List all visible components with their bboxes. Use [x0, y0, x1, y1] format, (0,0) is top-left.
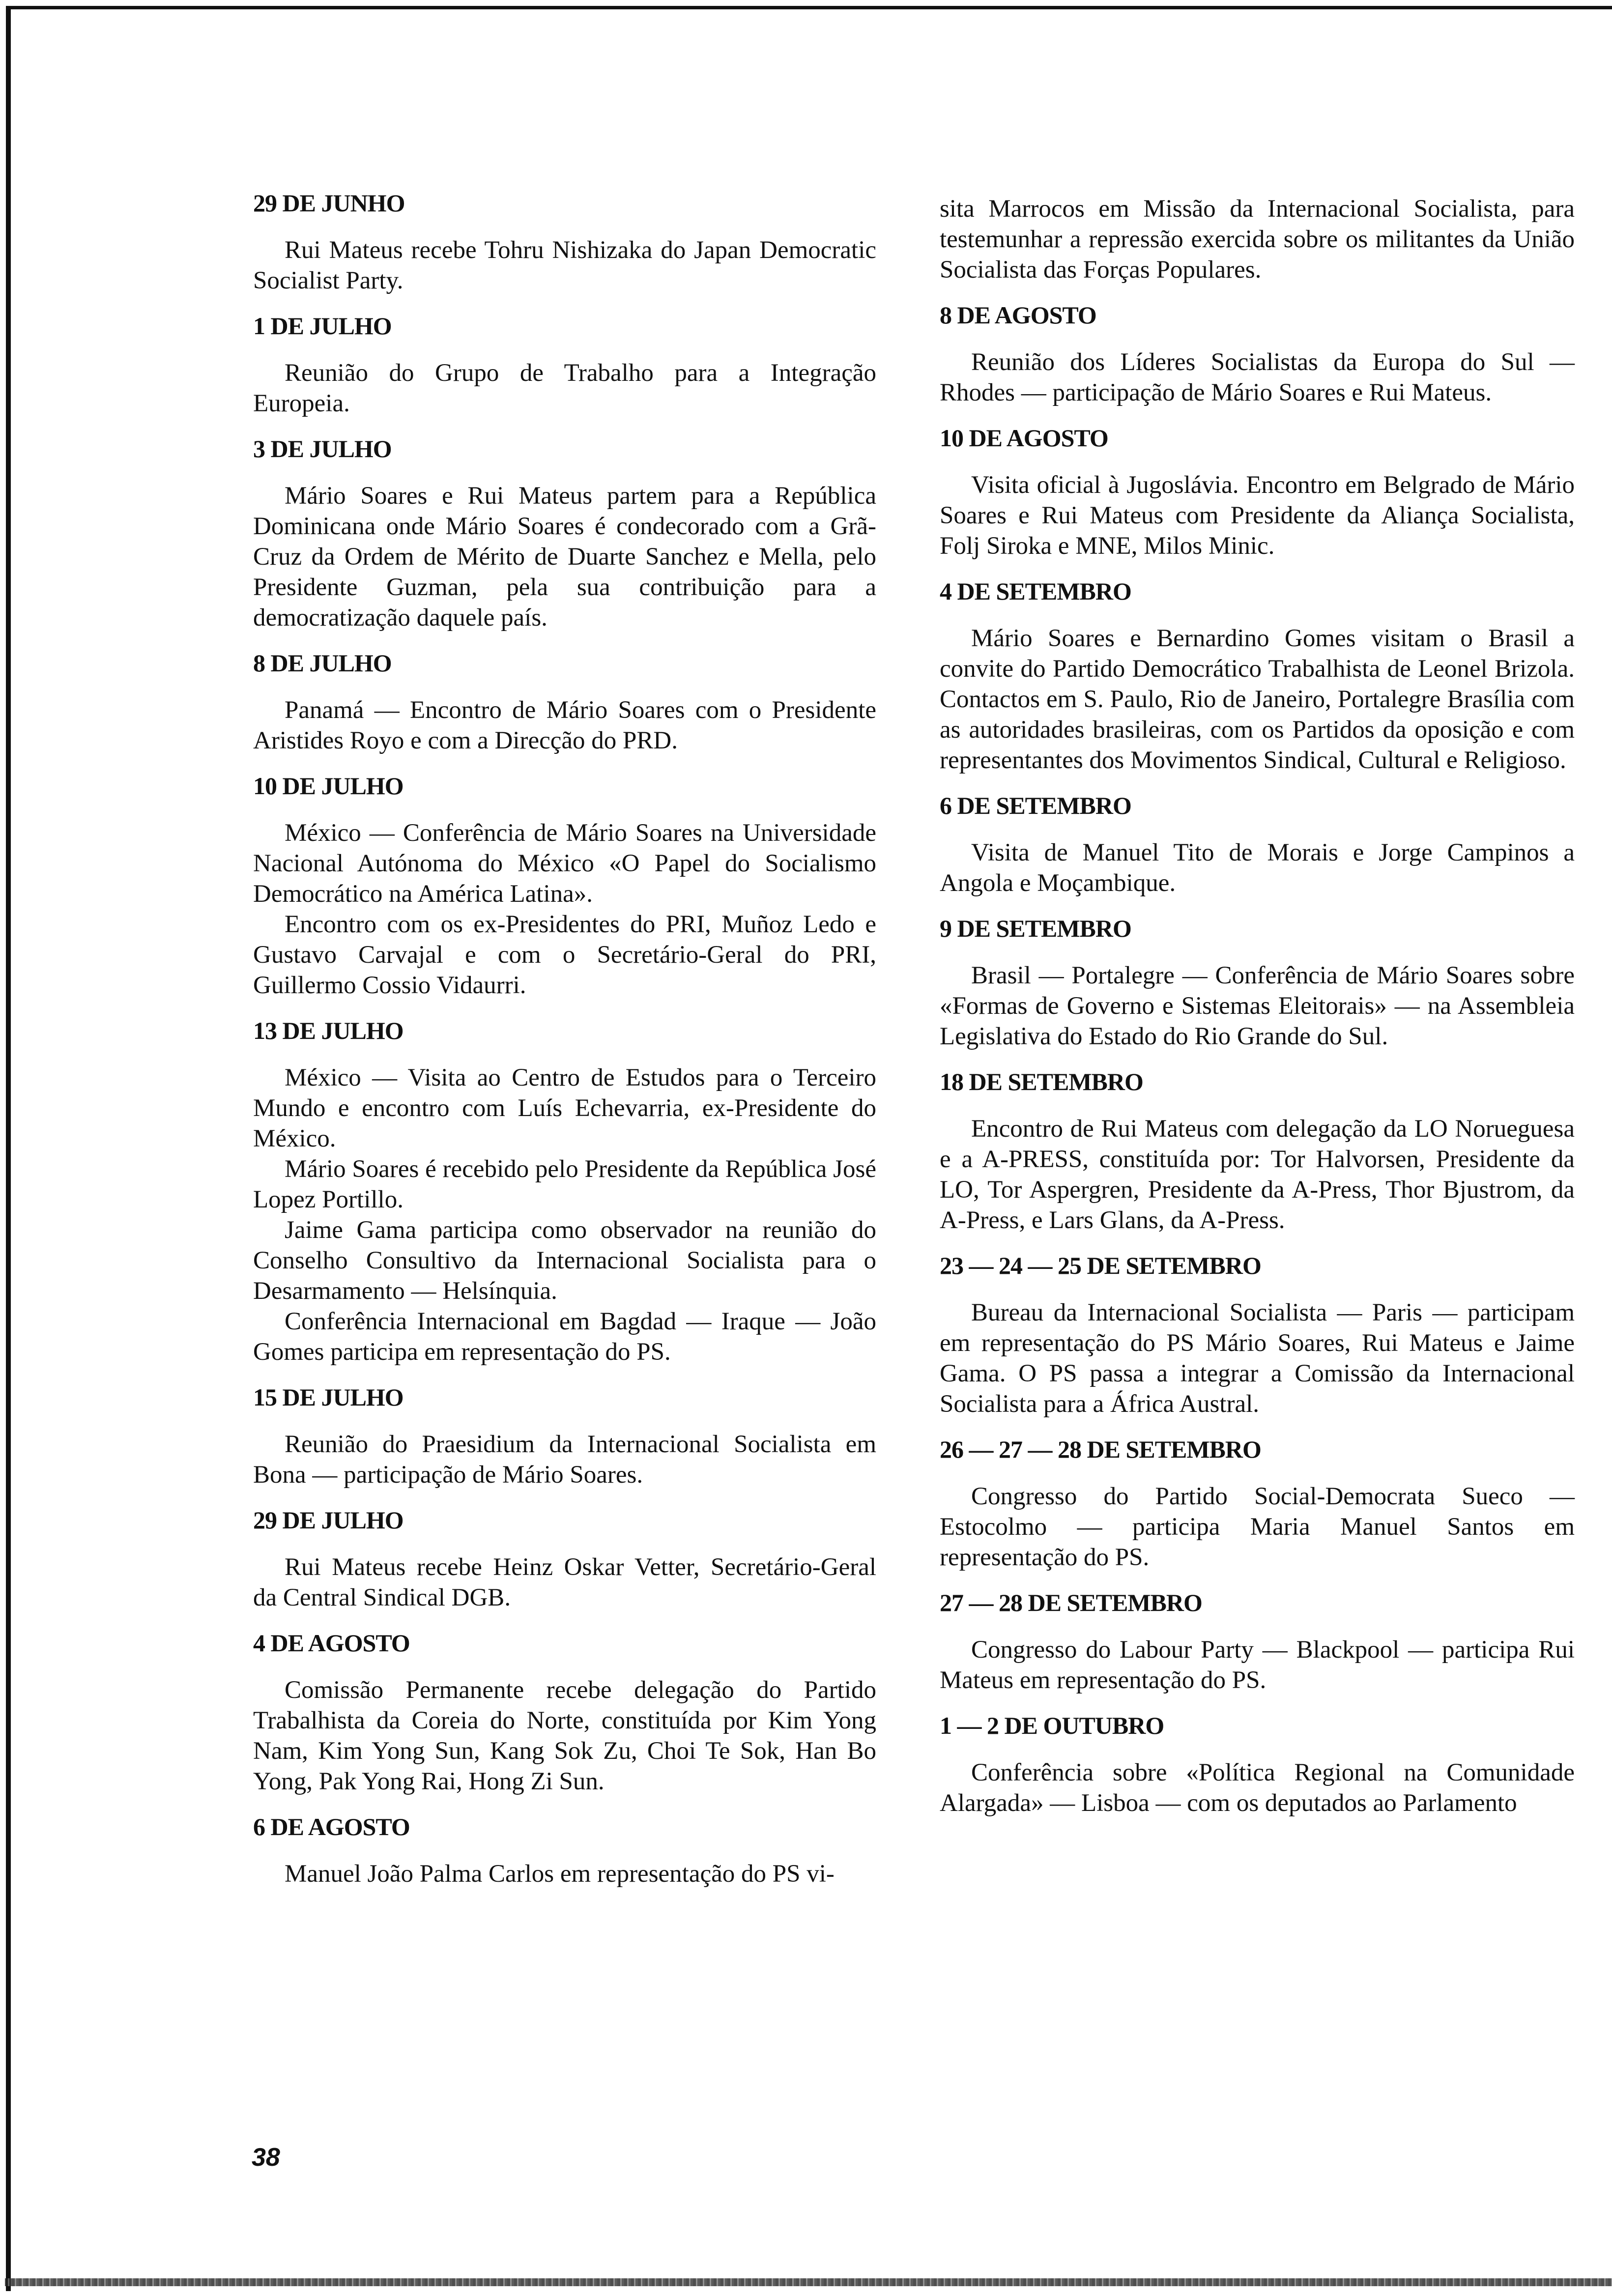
chronology-entry	[940, 913, 1575, 1052]
entry-text: Reunião do Praesidium da Internacional Socialista em Bona — participação de Mário Soares.	[253, 1431, 876, 1489]
chronology-entry	[253, 771, 876, 1001]
entry-date: 29 DE JUNHO	[253, 189, 405, 217]
chronology-entry	[940, 790, 1575, 898]
chronology-entry	[253, 1811, 876, 1889]
entry-date: 18 DE SETEMBRO	[940, 1068, 1143, 1095]
scan-border-top	[6, 6, 1612, 9]
chronology-entry	[940, 1434, 1575, 1573]
entry-date: 15 DE JULHO	[253, 1383, 403, 1411]
entry-text: Bureau da Internacional Socialista — Paris — participam em representação do PS Mário Soares, Rui Mateus e Jaime Gama. O PS passa a integrar a Comissão da Internacional Socialista para a África Austral.	[940, 1299, 1575, 1418]
entry-text: Mário Soares é recebido pelo Presidente da República José Lopez Portillo.	[253, 1155, 876, 1213]
entry-text: Reunião dos Líderes Socialistas da Europa do Sul — Rhodes — participação de Mário Soares e Rui Mateus.	[940, 348, 1575, 406]
page-number: 38	[252, 2143, 280, 2172]
entry-text: Mário Soares e Bernardino Gomes visitam o Brasil a convite do Partido Democrático Trabalhista de Leonel Brizola. Contactos em S. Paulo, Rio de Janeiro, Portalegre Brasília com as autoridades brasileiras, com os Partidos da oposição e com representantes dos Movimentos Sindical, Cultural e Religioso.	[940, 625, 1575, 774]
entry-text: Reunião do Grupo de Trabalho para a Integração Europeia.	[253, 359, 876, 417]
entry-text: Congresso do Labour Party — Blackpool — participa Rui Mateus em representação do PS.	[940, 1636, 1575, 1694]
right-column	[940, 194, 1575, 1833]
left-column	[253, 188, 876, 1904]
scan-border-left	[6, 6, 11, 2291]
chronology-entry	[253, 188, 876, 296]
entry-date: 3 DE JULHO	[253, 435, 392, 462]
entry-date: 10 DE AGOSTO	[940, 424, 1108, 452]
entry-date: 6 DE AGOSTO	[253, 1813, 410, 1840]
entry-text: Visita de Manuel Tito de Morais e Jorge Campinos a Angola e Moçambique.	[940, 839, 1575, 897]
entry-text: Mário Soares e Rui Mateus partem para a República Dominicana onde Mário Soares é condecorado com a Grã-Cruz da Ordem de Mérito de Duarte Sanchez e Mella, pelo Presidente Guzman, pela sua contribuição para a democratização daquele país.	[253, 482, 876, 631]
entry-text: México — Visita ao Centro de Estudos para o Terceiro Mundo e encontro com Luís Echevarria, ex-Presidente do México.	[253, 1064, 876, 1152]
entry-date: 23 — 24 — 25 DE SETEMBRO	[940, 1252, 1261, 1279]
entry-text: Rui Mateus recebe Heinz Oskar Vetter, Secretário-Geral da Central Sindical DGB.	[253, 1553, 876, 1611]
chronology-entry	[253, 1382, 876, 1490]
entry-date: 26 — 27 — 28 DE SETEMBRO	[940, 1435, 1261, 1463]
chronology-entry	[940, 423, 1575, 561]
chronology-entry-continuation	[940, 194, 1575, 285]
entry-text: sita Marrocos em Missão da Internacional Socialista, para testemunhar a repressão exercida sobre os militantes da União Socialista das Forças Populares.	[940, 195, 1575, 284]
chronology-entry	[940, 300, 1575, 408]
entry-date: 10 DE JULHO	[253, 772, 403, 800]
entry-date: 1 — 2 DE OUTUBRO	[940, 1712, 1164, 1739]
entry-date: 1 DE JULHO	[253, 312, 392, 340]
chronology-entry	[253, 1505, 876, 1613]
chronology-entry	[940, 1587, 1575, 1695]
entry-date: 29 DE JULHO	[253, 1506, 403, 1534]
entry-date: 8 DE JULHO	[253, 649, 392, 677]
entry-text: Brasil — Portalegre — Conferência de Mário Soares sobre «Formas de Governo e Sistemas Eleitorais» — na Assembleia Legislativa do Estado do Rio Grande do Sul.	[940, 962, 1575, 1050]
chronology-entry	[940, 1066, 1575, 1235]
entry-date: 27 — 28 DE SETEMBRO	[940, 1589, 1202, 1616]
entry-text: Encontro de Rui Mateus com delegação da LO Norueguesa e a A-PRESS, constituída por: Tor Halvorsen, Presidente da LO, Tor Aspergren, Presidente da A-Press, Thor Bjustrom, da A-Press, e Lars Glans, da A-Press.	[940, 1115, 1575, 1234]
entry-text: Jaime Gama participa como observador na reunião do Conselho Consultivo da Internacional Socialista para o Desarmamento — Helsínquia.	[253, 1216, 876, 1305]
entry-text: Conferência sobre «Política Regional na Comunidade Alargada» — Lisboa — com os deputados ao Parlamento	[940, 1759, 1575, 1817]
chronology-entry	[253, 433, 876, 633]
chronology-entry	[940, 1250, 1575, 1419]
entry-text: Encontro com os ex-Presidentes do PRI, Muñoz Ledo e Gustavo Carvajal e com o Secretário-Geral do PRI, Guillermo Cossio Vidaurri.	[253, 911, 876, 999]
chronology-entry	[253, 1628, 876, 1797]
entry-text: Congresso do Partido Social-Democrata Sueco — Estocolmo — participa Maria Manuel Santos em representação do PS.	[940, 1483, 1575, 1571]
entry-text: Comissão Permanente recebe delegação do Partido Trabalhista da Coreia do Norte, constituída por Kim Yong Nam, Kim Yong Sun, Kang Sok Zu, Choi Te Sok, Han Bo Yong, Pak Yong Rai, Hong Zi Sun.	[253, 1676, 876, 1795]
entry-text: Manuel João Palma Carlos em representação do PS vi-	[285, 1860, 835, 1888]
entry-text: Panamá — Encontro de Mário Soares com o Presidente Aristides Royo e com a Direcção do PRD.	[253, 696, 876, 754]
entry-date: 4 DE AGOSTO	[253, 1629, 410, 1657]
chronology-entry	[940, 1710, 1575, 1818]
scan-border-bottom	[5, 2278, 1612, 2286]
chronology-entry	[253, 1015, 876, 1367]
entry-text: Conferência Internacional em Bagdad — Iraque — João Gomes participa em representação do PS.	[253, 1308, 876, 1366]
entry-date: 6 DE SETEMBRO	[940, 792, 1131, 819]
entry-date: 8 DE AGOSTO	[940, 301, 1096, 329]
entry-date: 9 DE SETEMBRO	[940, 915, 1131, 942]
entry-text: México — Conferência de Mário Soares na Universidade Nacional Autónoma do México «O Papel do Socialismo Democrático na América Latina».	[253, 819, 876, 908]
chronology-entry	[940, 576, 1575, 775]
entry-text: Rui Mateus recebe Tohru Nishizaka do Japan Democratic Socialist Party.	[253, 236, 876, 294]
entry-date: 4 DE SETEMBRO	[940, 577, 1131, 605]
chronology-entry	[253, 311, 876, 419]
entry-date: 13 DE JULHO	[253, 1017, 403, 1044]
chronology-entry	[253, 648, 876, 756]
entry-text: Visita oficial à Jugoslávia. Encontro em Belgrado de Mário Soares e Rui Mateus com Presidente da Aliança Socialista, Folj Siroka e MNE, Milos Minic.	[940, 471, 1575, 560]
